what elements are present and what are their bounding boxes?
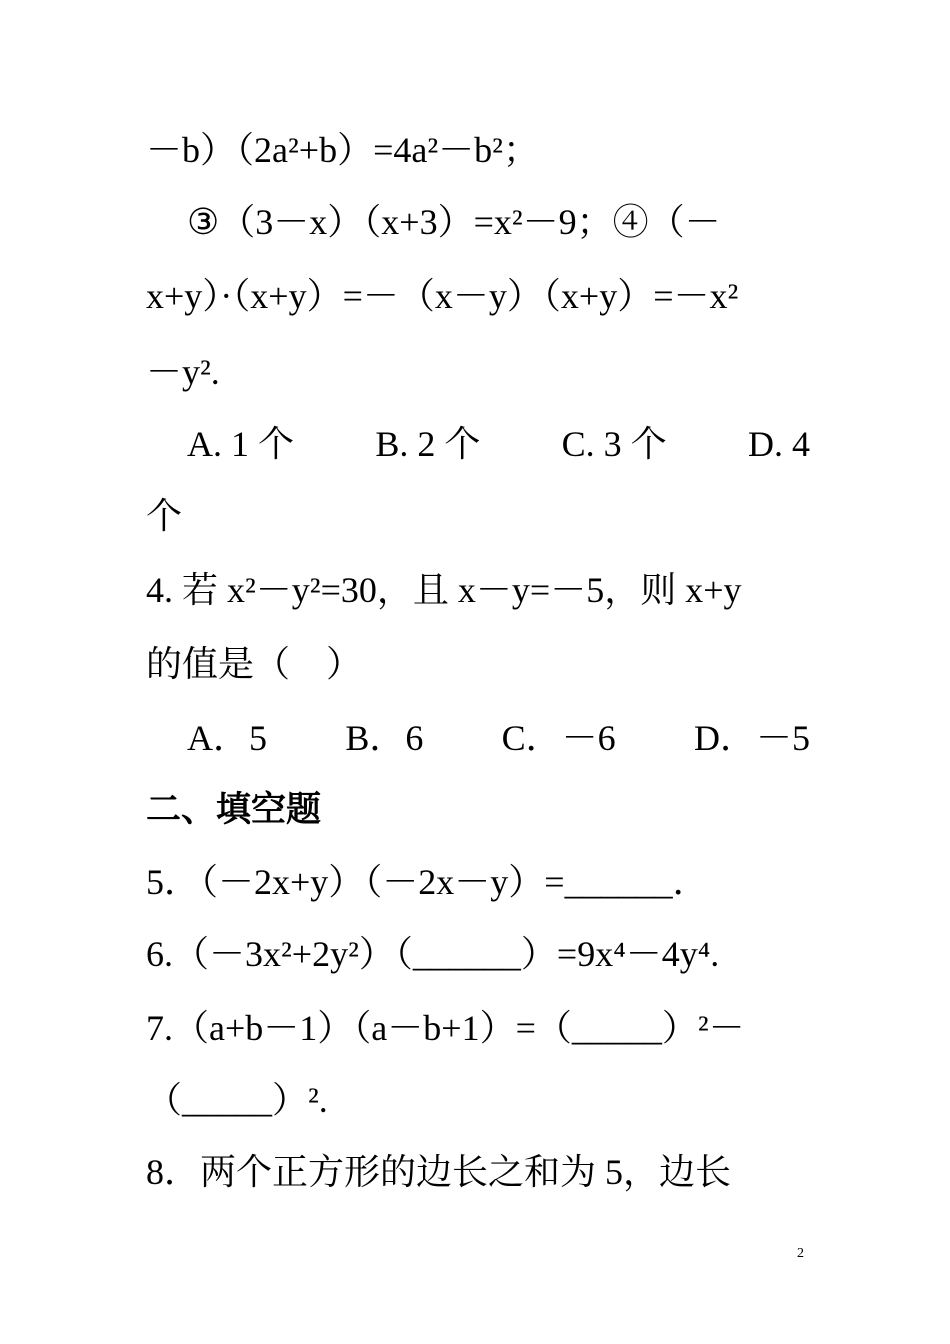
question-4-continuation: 的值是（ ） [146,644,363,684]
question-6: 6.（－3x²+2y²）（______）=9x⁴－4y⁴. [146,934,720,974]
question-4: 4. 若 x²－y²=30，且 x－y=－5，则 x+y [146,570,742,610]
choice-a: A. 1 个 [187,424,294,464]
q3-option-line: ③（3－x）（x+3）=x²－9；④（－ [187,202,721,242]
choice-d: D. 4 [747,424,810,464]
section-heading: 二、填空题 [146,790,322,830]
q3-choices [187,422,810,466]
q2-continuation-line: －b）（2a²+b）=4a²－b²； [146,130,539,170]
choice-c: C．－6 [501,718,616,758]
page-number: 2 [797,1246,804,1261]
question-5: 5．（－2x+y）（－2x－y）=______． [146,862,709,902]
choice-a: A．5 [187,718,267,758]
choice-d: D．－5 [693,718,810,758]
choice-c: C. 3 个 [561,424,667,464]
q3-choice-wrap: 个 [146,496,183,536]
q3-option-line: x+y）·（x+y）=－（x－y）（x+y）=－x² [146,276,739,316]
choice-b: B. 2 个 [375,424,481,464]
question-8: 8．两个正方形的边长之和为 5，边长 [146,1152,732,1192]
question-7-continuation: （_____）². [146,1080,328,1120]
choice-b: B．6 [345,718,424,758]
q4-choices [187,716,810,760]
q3-option-line: －y². [146,352,220,392]
question-7: 7.（a+b－1）（a－b+1）=（_____）²－ [146,1008,745,1048]
